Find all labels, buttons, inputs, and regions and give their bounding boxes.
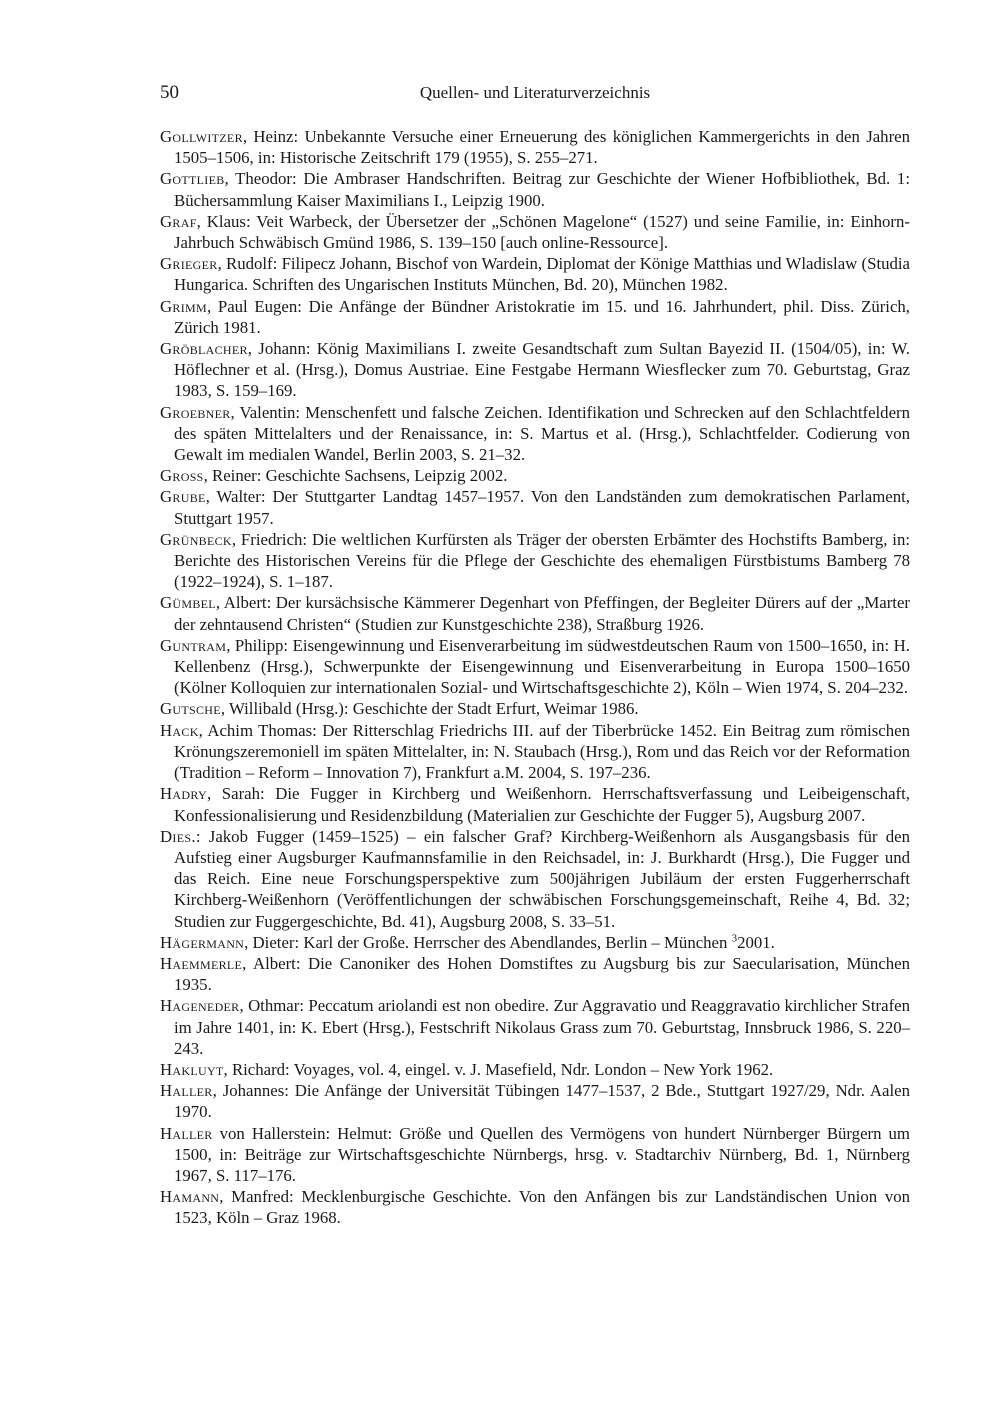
entry-author: Grimm: [160, 296, 207, 316]
entry-text: , Willibald (Hrsg.): Geschichte der Stadt Erfurt, Weimar 1986.: [220, 699, 639, 719]
entry-text: von Hallerstein: Helmut: Größe und Quellen des Vermögens von hundert Nürnberger Bürgern um 1500, in: Beiträge zur Wirtschaftsgeschichte Nürnbergs, hrsg. v. Stadtarchiv Nürnberg, Bd. 1, Nürnberg 1967, S. 117–176.: [174, 1123, 910, 1185]
entry-author: Gross: [160, 466, 204, 486]
bibliography-entry: [160, 1080, 910, 1122]
entry-text: , Othmar: Peccatum ariolandi est non obedire. Zur Aggravatio und Reaggravatio kirchlicher Strafen im Jahre 1401, in: K. Ebert (Hrsg.), Festschrift Nikolaus Grass zum 70. Geburtstag, Innsbruck 1986, S. 220–243.: [174, 996, 910, 1058]
entry-text: , Heinz: Unbekannte Versuche einer Erneuerung des königlichen Kammergerichts in den Jahren 1505–1506, in: Historische Zeitschrift 179 (1955), S. 255–271.: [174, 127, 910, 168]
entry-author: Hägermann: [160, 932, 245, 952]
entry-author: Hamann: [160, 1187, 220, 1207]
entry-text: , Klaus: Veit Warbeck, der Übersetzer der „Schönen Magelone“ (1527) und seine Familie, in: Einhorn-Jahrbuch Schwäbisch Gmünd 1986, S. 139–150 [auch online-Ressource].: [174, 211, 910, 253]
bibliography-list: [160, 126, 910, 1229]
entry-text: , Valentin: Menschenfett und falsche Zeichen. Identifikation und Schrecken auf den Schlachtfeldern des späten Mittelalters und der Renaissance, in: S. Martus et al. (Hrsg.), Schlachtfelder. Codierung von Gewalt im medialen Wandel, Berlin 2003, S. 21–32.: [174, 402, 910, 465]
bibliography-entry: [160, 953, 910, 995]
bibliography-entry: [160, 126, 910, 168]
entry-text: , Achim Thomas: Der Ritterschlag Friedrichs III. auf der Tiberbrücke 1452. Ein Beitrag zum römischen Krönungszeremoniell im späten Mittelalter, in: N. Staubach (Hrsg.), Rom und das Reich vor der Reformation (Tradition – Reform – Innovation 7), Frankfurt a.M. 2004, S. 197–236.: [174, 720, 910, 783]
bibliography-entry: [160, 783, 910, 825]
entry-text: : Jakob Fugger (1459–1525) – ein falscher Graf? Kirchberg-Weißenhorn als Ausgangsbasis für den Aufstieg einer Augsburger Kaufmannsfamilie in den Reichsadel, in: J. Burkhardt (Hrsg.), Die Fugger und das Reich. Eine neue Forschungsperspektive zum 500jährigen Jubiläum der ersten Fuggerherrschaft Kirchberg-Weißenhorn (Veröffentlichungen der schwäbischen Forschungsgemeinschaft, Reihe 4, Bd. 32; Studien zur Fuggergeschichte, Bd. 41), Augsburg 2008, S. 33–51.: [174, 826, 910, 931]
entry-author: Hadry: [160, 784, 207, 804]
entry-author: Hack: [160, 720, 199, 740]
entry-text: , Paul Eugen: Die Anfänge der Bündner Aristokratie im 15. und 16. Jahrhundert, phil. Diss. Zürich, Zürich 1981.: [174, 296, 910, 337]
entry-text: , Reiner: Geschichte Sachsens, Leipzig 2002.: [203, 466, 508, 486]
entry-text-tail: 2001.: [737, 932, 775, 952]
entry-text: , Albert: Der kursächsische Kämmerer Degenhart von Pfeffingen, der Begleiter Dürers auf der „Marter der zehntausend Christen“ (Studien zur Kunstgeschichte 238), Straßburg 1926.: [174, 593, 910, 634]
entry-text: , Richard: Voyages, vol. 4, eingel. v. J. Masefield, Ndr. London – New York 1962.: [223, 1059, 774, 1079]
bibliography-entry: [160, 1059, 910, 1080]
entry-text: , Sarah: Die Fugger in Kirchberg und Weißenhorn. Herrschaftsverfassung und Leibeigenschaft, Konfessionalisierung und Residenzbildung (Materialien zur Geschichte der Fugger 5), Augsburg 2007.: [174, 784, 910, 825]
entry-text: , Manfred: Mecklenburgische Geschichte. Von den Anfängen bis zur Landständischen Union von 1523, Köln – Graz 1968.: [174, 1187, 910, 1228]
entry-author: Hageneder: [160, 996, 240, 1016]
bibliography-entry: [160, 402, 910, 466]
bibliography-entry: [160, 826, 910, 932]
bibliography-entry: [160, 1123, 910, 1187]
entry-author: Grube: [160, 487, 206, 507]
bibliography-entry: [160, 635, 910, 699]
entry-author: Hakluyt: [160, 1059, 224, 1079]
entry-text: , Theodor: Die Ambraser Handschriften. Beitrag zur Geschichte der Wiener Hofbibliothek, Bd. 1: Büchersammlung Kaiser Maximilians I., Leipzig 1900.: [174, 169, 910, 210]
bibliography-entry: [160, 698, 910, 719]
entry-author: Grieger: [160, 254, 218, 274]
entry-author: Gottlieb: [160, 169, 225, 189]
entry-author: Gollwitzer: [160, 127, 243, 146]
bibliography-entry: [160, 592, 910, 634]
entry-text: , Johann: König Maximilians I. zweite Gesandtschaft zum Sultan Bayezid II. (1504/05), in: W. Höflechner et al. (Hrsg.), Domus Austriae. Eine Festgabe Hermann Wiesflecker zum 70. Geburtstag, Graz 1983, S. 159–169.: [174, 339, 910, 401]
entry-text: , Philipp: Eisengewinnung und Eisenverarbeitung im südwestdeutschen Raum von 1500–1650, in: H. Kellenbenz (Hrsg.), Schwerpunkte der Eisengewinnung und Eisenverarbeitung in Europa 1500–1650 (Kölner Kolloquien zur internationalen Sozial- und Wirtschaftsgeschichte 2), Köln – Wien 1974, S. 204–232.: [174, 635, 910, 698]
bibliography-entry: [160, 529, 910, 593]
entry-author: Guntram: [160, 635, 227, 655]
bibliography-entry: [160, 486, 910, 528]
bibliography-entry: [160, 211, 910, 253]
entry-text: , Dieter: Karl der Große. Herrscher des Abendlandes, Berlin – München: [244, 932, 732, 952]
edition-superscript: 3: [731, 932, 738, 945]
entry-author: Gutsche: [160, 699, 221, 719]
bibliography-entry: [160, 932, 910, 953]
bibliography-entry: [160, 1186, 910, 1228]
bibliography-entry: [160, 465, 910, 486]
entry-author: Haller: [160, 1123, 213, 1143]
bibliography-entry: [160, 296, 910, 338]
entry-author: Gümbel: [160, 593, 216, 613]
entry-text: , Johannes: Die Anfänge der Universität Tübingen 1477–1537, 2 Bde., Stuttgart 1927/29, Ndr. Aalen 1970.: [174, 1081, 910, 1122]
bibliography-entry: [160, 253, 910, 295]
page-number: 50: [160, 82, 179, 103]
entry-author: Dies.: [160, 826, 196, 846]
entry-text: , Albert: Die Canoniker des Hohen Domstiftes zu Augsburg bis zur Saecularisation, München 1935.: [174, 953, 910, 995]
bibliography-entry: [160, 995, 910, 1059]
entry-text: , Walter: Der Stuttgarter Landtag 1457–1957. Von den Landständen zum demokratischen Parlament, Stuttgart 1957.: [174, 487, 910, 528]
entry-author: Graf: [160, 211, 197, 231]
running-title: Quellen- und Literaturverzeichnis: [419, 83, 651, 102]
entry-author: Haemmerle: [160, 953, 243, 973]
entry-author: Gröblacher: [160, 339, 248, 359]
entry-author: Haller: [160, 1081, 213, 1101]
bibliography-entry: [160, 338, 910, 402]
entry-text: , Rudolf: Filipecz Johann, Bischof von Wardein, Diplomat der Könige Matthias und Wladislaw (Studia Hungarica. Schriften des Ungarischen Instituts München, Bd. 20), München 1982.: [174, 254, 910, 295]
bibliography-entry: [160, 168, 910, 210]
entry-author: Groebner: [160, 402, 231, 422]
entry-author: Grünbeck: [160, 529, 232, 549]
page-header: [160, 80, 910, 106]
entry-text: , Friedrich: Die weltlichen Kurfürsten als Träger der obersten Erbämter des Hochstifts Bamberg, in: Berichte des Historischen Vereins für die Pflege der Geschichte des ehemaligen Fürstbistums Bamberg 78 (1922–1924), S. 1–187.: [174, 529, 910, 592]
bibliography-entry: [160, 720, 910, 784]
